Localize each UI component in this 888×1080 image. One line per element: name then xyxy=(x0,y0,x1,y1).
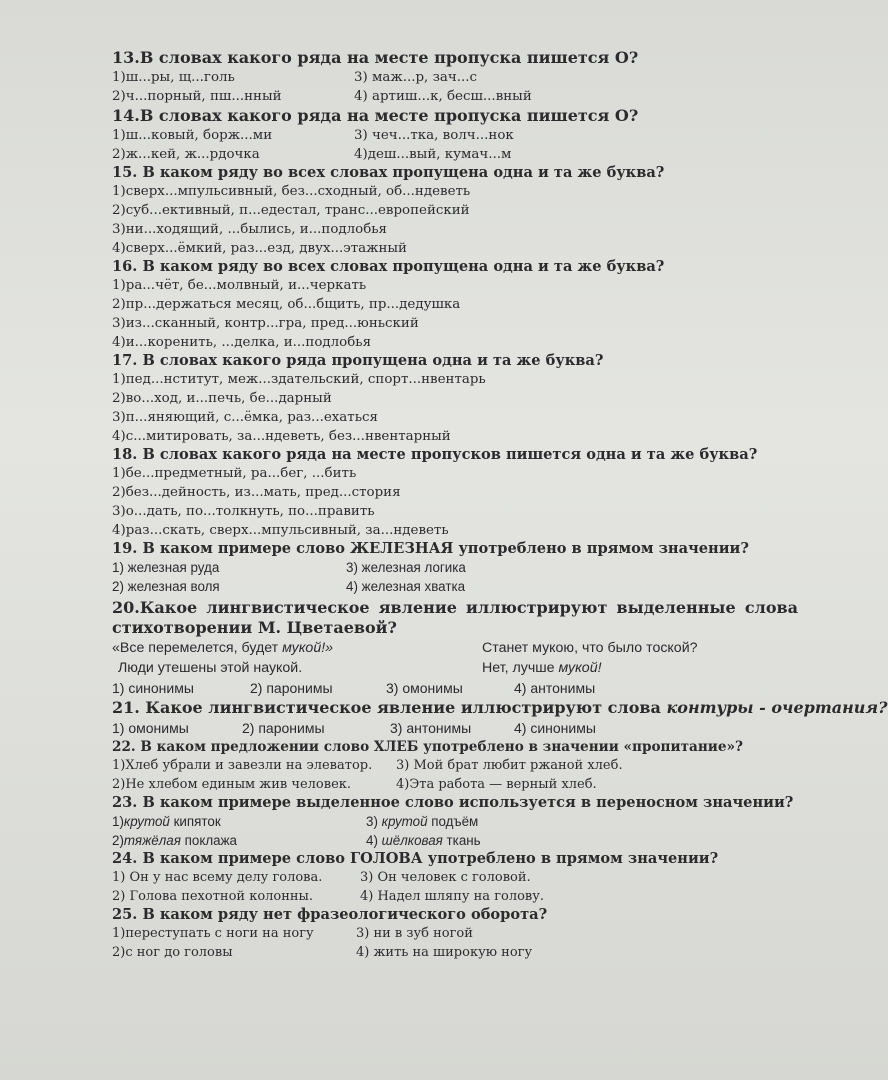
option-2: 2) железная воля xyxy=(112,579,220,594)
option-1: 1)Хлеб убрали и завезли на элеватор. xyxy=(112,758,373,773)
option-3: 3)п...яняющий, с...ёмка, раз...ехаться xyxy=(112,410,378,425)
question-18 xyxy=(112,446,790,540)
option-2: 2)с ног до головы xyxy=(112,945,233,960)
question-21 xyxy=(112,698,888,738)
highlighted-word: крутой xyxy=(381,814,428,829)
option-1: 1)сверх...мпульсивный, без...сходный, об...ндеветь xyxy=(112,184,471,199)
option-2: 2) паронимы xyxy=(242,720,325,736)
option-2: 2) Голова пехотной колонны. xyxy=(112,889,314,904)
option-2: 2) паронимы xyxy=(250,680,333,696)
option-4: 4)деш...вый, кумач...м xyxy=(354,147,512,162)
question-20 xyxy=(112,598,798,698)
option-1: 1)бе...предметный, ра...бег, ...бить xyxy=(112,466,357,481)
question-25 xyxy=(112,906,790,962)
option-2: 2)тяжёлая поклажа xyxy=(112,833,237,848)
option-3: 3) железная логика xyxy=(346,560,466,575)
option-4: 4) шёлковая ткань xyxy=(366,833,481,848)
option-4: 4) артиш...к, бесш...вный xyxy=(354,89,532,104)
option-4: 4)и...коренить, ...делка, и...подлобья xyxy=(112,335,372,350)
question-22 xyxy=(112,738,790,794)
option-3: 3) омонимы xyxy=(386,680,463,696)
question-14 xyxy=(112,106,790,164)
option-3: 3) ни в зуб ногой xyxy=(356,926,473,941)
question-title: 13.В словах какого ряда на месте пропуска пишется О? xyxy=(112,48,639,67)
question-title: 24. В каком примере слово ГОЛОВА употреблено в прямом значении? xyxy=(112,850,719,867)
question-title: 15. В каком ряду во всех словах пропущена одна и та же буква? xyxy=(112,164,665,181)
highlighted-word: крутой xyxy=(123,814,170,829)
option-1: 1)ш...ры, щ...голь xyxy=(112,70,235,85)
option-3: 3) крутой подъём xyxy=(366,814,479,829)
question-16 xyxy=(112,258,790,352)
poem-quote xyxy=(112,638,790,678)
option-2: 2)во...ход, и...печь, бе...дарный xyxy=(112,391,332,406)
question-13 xyxy=(112,48,790,106)
question-title: 23. В каком примере выделенное слово используется в переносном значении? xyxy=(112,794,794,811)
option-1: 1) синонимы xyxy=(112,680,194,696)
option-1: 1) омонимы xyxy=(112,720,189,736)
option-3: 3) чеч...тка, волч...нок xyxy=(354,128,514,143)
option-2: 2)ч...порный, пш...нный xyxy=(112,89,282,104)
highlighted-word: тяжёлая xyxy=(123,833,181,848)
option-1: 1)переступать с ноги на ногу xyxy=(112,926,314,941)
question-title: 25. В каком ряду нет фразеологического оборота? xyxy=(112,906,548,923)
option-2: 2)ж...кей, ж...рдочка xyxy=(112,147,260,162)
question-title: 18. В словах какого ряда на месте пропусков пишется одна и та же буква? xyxy=(112,446,758,463)
option-1: 1)ш...ковый, борж...ми xyxy=(112,128,273,143)
option-4: 4)сверх...ёмкий, раз...езд, двух...этажный xyxy=(112,241,407,256)
option-1: 1)пед...нститут, меж...здательский, спорт...нвентарь xyxy=(112,372,486,387)
highlighted-word: мукой!» xyxy=(282,640,334,656)
poem-line-2: Станет мукою, что было тоской? xyxy=(482,640,698,656)
question-title: 20.Какое лингвистическое явление иллюстрируют выделенные слова стихотворении М. Цветаевой? xyxy=(112,598,798,637)
option-3: 3) антонимы xyxy=(390,720,472,736)
option-3: 3) Мой брат любит ржаной хлеб. xyxy=(396,758,623,773)
question-title: 17. В словах какого ряда пропущена одна и та же буква? xyxy=(112,352,604,369)
poem-line-4: Нет, лучше мукой! xyxy=(482,660,602,676)
option-1: 1) железная руда xyxy=(112,560,220,575)
highlighted-words: контуры - очертания? xyxy=(666,698,888,717)
question-17 xyxy=(112,352,790,446)
option-3: 3)ни...ходящий, ...былись, и...подлобья xyxy=(112,222,387,237)
question-24 xyxy=(112,850,790,906)
option-4: 4) синонимы xyxy=(514,720,596,736)
option-4: 4)Эта работа — верный хлеб. xyxy=(396,777,597,792)
question-title: 21. Какое лингвистическое явление иллюстрируют слова контуры - очертания? xyxy=(112,698,888,717)
option-2: 2)суб...ективный, п...едестал, транс...европейский xyxy=(112,203,470,218)
option-1: 1) Он у нас всему делу голова. xyxy=(112,870,323,885)
poem-line-3: Люди утешены этой наукой. xyxy=(118,660,303,676)
option-4: 4)с...митировать, за...ндеветь, без...нвентарный xyxy=(112,429,451,444)
question-15 xyxy=(112,164,790,258)
option-3: 3) маж...р, зач...с xyxy=(354,70,477,85)
option-2: 2)без...дейность, из...мать, пред...стория xyxy=(112,485,401,500)
option-3: 3)о...дать, по...толкнуть, по...править xyxy=(112,504,375,519)
option-4: 4) Надел шляпу на голову. xyxy=(360,889,545,904)
option-1: 1)крутой кипяток xyxy=(112,814,221,829)
option-3: 3)из...сканный, контр...гра, пред...юньский xyxy=(112,316,419,331)
poem-line-1: «Все перемелется, будет мукой!» xyxy=(112,640,334,656)
question-title: 19. В каком примере слово ЖЕЛЕЗНАЯ употреблено в прямом значении? xyxy=(112,540,749,557)
option-3: 3) Он человек с головой. xyxy=(360,870,531,885)
question-title: 22. В каком предложении слово ХЛЕБ употреблено в значении «пропитание»? xyxy=(112,739,743,755)
option-1: 1)ра...чёт, бе...молвный, и...черкать xyxy=(112,278,367,293)
question-title: 16. В каком ряду во всех словах пропущена одна и та же буква? xyxy=(112,258,665,275)
option-4: 4)раз...скать, сверх...мпульсивный, за...ндеветь xyxy=(112,523,449,538)
option-2: 2)пр...держаться месяц, об...бщить, пр...дедушка xyxy=(112,297,461,312)
highlighted-word: шёлковая xyxy=(381,833,443,848)
question-title: 14.В словах какого ряда на месте пропуска пишется О? xyxy=(112,106,639,125)
option-4: 4) антонимы xyxy=(514,680,596,696)
question-19 xyxy=(112,540,790,596)
option-2: 2)Не хлебом единым жив человек. xyxy=(112,777,352,792)
option-4: 4) железная хватка xyxy=(346,579,466,594)
option-4: 4) жить на широкую ногу xyxy=(356,945,533,960)
highlighted-word: мукой! xyxy=(558,660,602,676)
question-23 xyxy=(112,794,794,850)
